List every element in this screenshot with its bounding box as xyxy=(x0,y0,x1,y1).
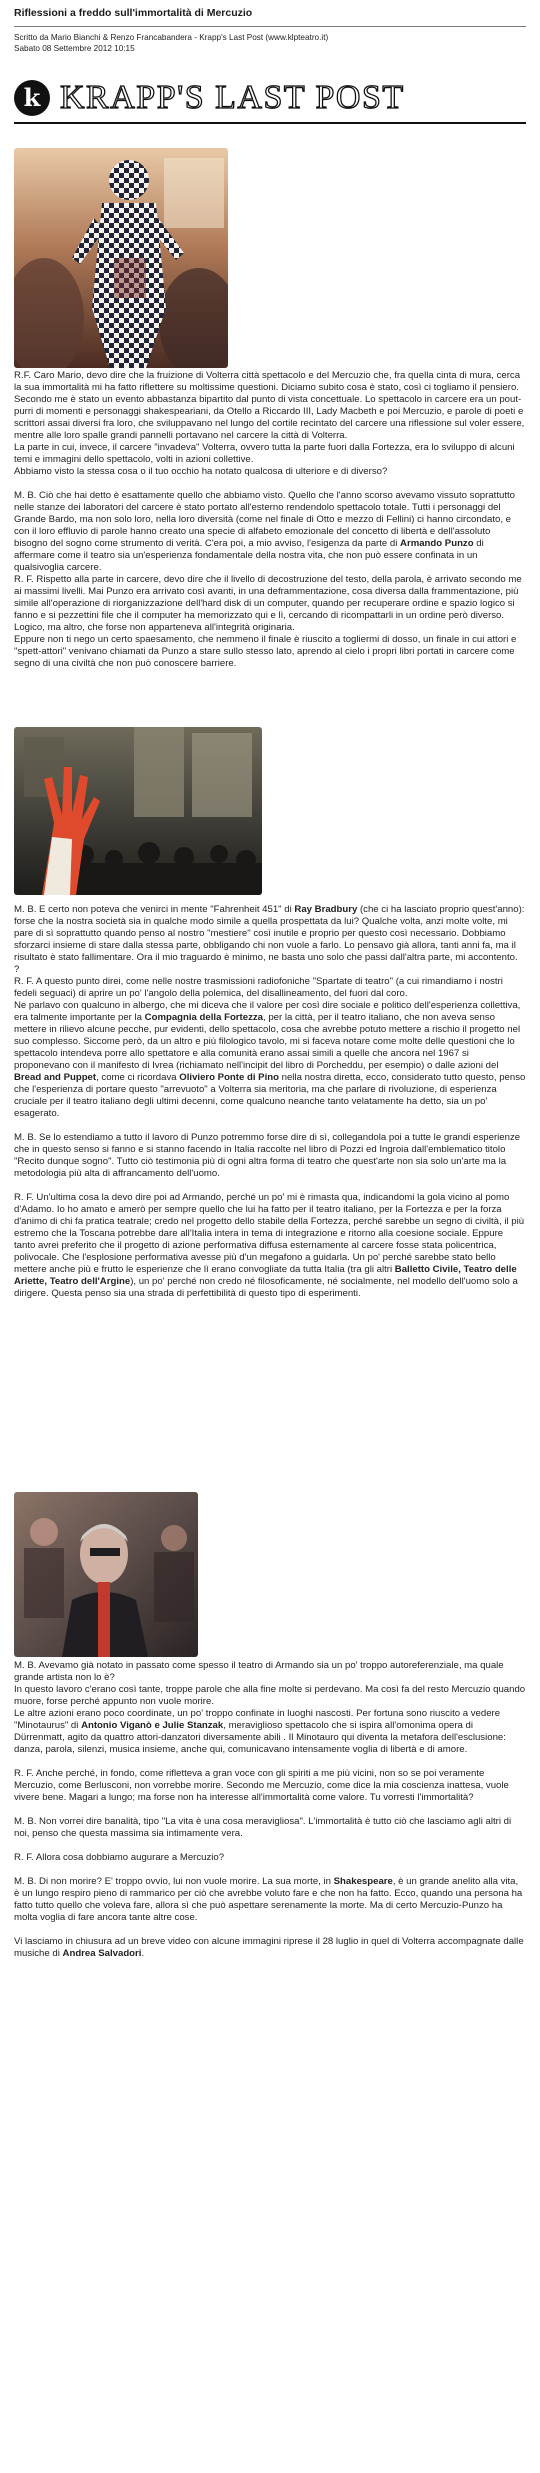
paragraph: M. B. Ciò che hai detto è esattamente quello che abbiamo visto. Quello che l'anno scorso avevamo vissuto soprattutto nelle stanze dei laboratori del carcere è stato portato all'esterno rendendolo spettacolo totale. Tutti i personaggi del Grande Bardo, ma non solo loro, nella loro diversità (come nel finale di Otto e mezzo di Fellini) ci hanno circondato, e con il loro effluvio di parole hanno creato una specie di alfabeto emozionale del concetto di libertà e dell'assoluto bisogno del sogno come strumento di verità. C'era poi, a mio avviso, l'esigenza da parte di Armando Punzo di affermare come il teatro sia un'esperienza fondamentale della nostra vita, che non può essere confinata in un qualsivoglia carcere. xyxy=(14,490,515,573)
article-header xyxy=(14,4,526,54)
paragraph: Secondo me è stato un evento abbastanza bipartito dal punto di vista concettuale. Lo spettacolo in carcere era un pout-purri di momenti e personaggi shakespeariani, da Otello a Riccardo III, Lady Macbeth e poi Mercuzio, e parole di poeti e scrittori assai diversi fra loro, che sviluppavano nel lungo del cortile recintato del carcere una riflessione sul voler essere, mentre alle loro spalle grandi pannelli portavano nel carcere la città di Volterra. xyxy=(14,394,525,441)
paragraph: Le altre azioni erano poco coordinate, un po' troppo confinate in luoghi nascosti. Per fortuna sono riuscito a vedere "Minotaurus" di Antonio Viganò e Julie Stanzak, meraviglioso spettacolo che si ispira all'omonima opera di Dürrenmatt, agito da quattro attori-danzatori diversamente abili . Il Minotauro qui diventa la metafora dell'esclusione: danza, parola, silenzi, musica insieme, anche qui, comunicavano intensamente voglia di libertà e di amore. xyxy=(14,1708,506,1755)
paragraph: In questo lavoro c'erano così tante, troppe parole che alla fine molte si perdevano. Ma così fa del resto Mercuzio quando muore, forse perché appunto non vuole morire. xyxy=(14,1684,526,1707)
section-2-text xyxy=(14,904,526,1300)
person-name: Andrea Salvadori xyxy=(62,1948,142,1959)
article-authors: Scritto da Mario Bianchi & Renzo Francabandera - Krapp's Last Post (www.klpteatro.it) xyxy=(14,33,329,42)
company-name: Compagnia della Fortezza xyxy=(144,1012,263,1023)
section-3-text xyxy=(14,1660,526,1960)
paragraph: R. F. Un'ultima cosa la devo dire poi ad Armando, perché un po' mi è rimasta qua, indicandomi la gola vicino al pomo d'Adamo. Io ho amato e amerò per sempre quello che lui ha fatto per il teatro italiano, per la Fortezza e per la forza d'animo di chi fa pratica teatrale; credo nel progetto dello stabile della Fortezza, perché sarebbe un segno di civiltà, il più estremo che la Toscana potrebbe dare all'Italia intera in tema di integrazione e ritorno alla coesione sociale. Eppure tanto avrei preferito che il progetto di azione performativa diffusa esternamente al carcere fosse stata policentrica, polivocale. Che l'esplosione performativa avesse più d'un megafono a guidarla. Un po' perché sarebbe stato bello mettere anche più e frutto le esperienze che lì erano convogliate da tutta Italia (tra gli altri Balletto Civile, Teatro delle Ariette, Teatro dell'Argine), un po' perché non credo né filosoficamente, né socialmente, nel modello dell'uomo solo a dirigere. Questa penso sia una strada di perfettibilità di questo tipo di esperimenti. xyxy=(14,1192,525,1299)
company-name: Bread and Puppet xyxy=(14,1072,97,1083)
person-name: Ray Bradbury xyxy=(294,904,358,915)
paragraph: Vi lasciamo in chiusura ad un breve video con alcune immagini riprese il 28 luglio in quel di Volterra accompagnate dalle musiche di Andrea Salvadori. xyxy=(14,1936,524,1959)
photo-red-hand-crowd xyxy=(14,727,262,895)
paragraph: ? xyxy=(14,964,20,975)
person-name: Shakespeare xyxy=(333,1876,393,1887)
article-title: Riflessioni a freddo sull'immortalità di Mercuzio xyxy=(14,7,253,19)
paragraph: M. B. Di non morire? E' troppo ovvio, lui non vuole morire. La sua morte, in Shakespeare, è un grande anelito alla vita, è un lungo respiro pieno di rammarico per ciò che avrebbe voluto fare e che non ha fatto. Ecco, quando una persona ha fatto tutto quello che voleva fare, allora sì che può aspettare serenamente la morte. Ma di certo Mercuzio-Punzo ha molta voglia di fare ancora tante altre cose. xyxy=(14,1876,523,1923)
paragraph: Ne parlavo con qualcuno in albergo, che mi diceva che il valore per così dire sociale e politico dell'esperienza collettiva, era talmente importante per la Compagnia della Fortezza, per la città, per il teatro italiano, che non aveva senso mettere in rilievo alcune pecche, pur evidenti, dello spettacolo, cosa che avrebbe potuto mettere a rischio il progetto nel suo complesso. Siccome però, da un altro e più filologico tavolo, mi si faceva notare come molte delle questioni che lo spettacolo intendeva porre allo spettatore e alla comunità erano assai simili a quelle che ancora nel 1967 si proponevano con il manifesto di Ivrea (richiamato nell'incipit del libro di Porcheddu, per esempio) o dalle azioni del Bread and Puppet, come ci ricordava Oliviero Ponte di Pino nella nostra diretta, ecco, considerato tutto questo, penso che l'esperienza di portare questo "arrevuoto" a Volterra sia meritoria, ma che parlare di rivoluzione, di esperienza cruciale per il teatro italiano degli ultimi decenni, come qualcuno neanche tanto velatamente ha detto, sia un po' esagerato. xyxy=(14,1000,526,1119)
paragraph: R.F. Caro Mario, devo dire che la fruizione di Volterra città spettacolo e del Mercuzio che, fra quella cinta di mura, cerca la sua immortalità mi ha fatto riflettere su moltissime questioni. Diciamo subito cosa è stato, così ci togliamo il pensiero. xyxy=(14,370,521,393)
krapp-logo-icon: k xyxy=(14,80,50,116)
paragraph: M. B. Avevamo già notato in passato come spesso il teatro di Armando sia un po' troppo autoreferenziale, ma quale grande artista non lo è? xyxy=(14,1660,504,1683)
header-divider xyxy=(14,26,526,27)
paragraph: La parte in cui, invece, il carcere "invadeva" Volterra, ovvero tutta la parte fuori dalla Fortezza, era lo sviluppo di alcuni temi e immagini dello spettacolo, volti in azioni collettive. xyxy=(14,442,515,465)
person-name: Oliviero Ponte di Pino xyxy=(179,1072,279,1083)
paragraph: Abbiamo visto la stessa cosa o il tuo occhio ha notato qualcosa di ulteriore e di diverso? xyxy=(14,466,388,477)
paragraph: M. B. Non vorrei dire banalità, tipo "La vita è una cosa meravigliosa". L'immortalità è tutto ciò che lasciamo agli altri di noi, penso che questa massima sia intimamente vera. xyxy=(14,1816,512,1839)
paragraph: R. F. Rispetto alla parte in carcere, devo dire che il livello di decostruzione del testo, della parola, è arrivato secondo me ai massimi livelli. Mai Punzo era arrivato così avanti, in una deframmentazione, cosa diversa dalla frammentazione, più simile all'operazione di riorganizzazione dell'hard disk di un computer, quando per recuperare ordine e spazio logico si fanno e si pezzettini file che il computer ha memorizzato qui e lì, cercando di ricompattarli in un ordine però diverso. Logico, ma altro, che forse non apparteneva all'integrità originaria. xyxy=(14,574,522,633)
paragraph: R. F. Anche perché, in fondo, come rifletteva a gran voce con gli spiriti a me più vicini, non so se poi veramente Mercuzio, come Berlusconi, non vorrebbe morire. Secondo me Mercuzio, come dice la mia coscienza inattesa, vuole vivere bene. Magari a lungo; ma forse non ha interesse all'immortalità come valore. Tu vorresti l'immortalità? xyxy=(14,1768,509,1803)
paragraph: M. B. E certo non poteva che venirci in mente "Fahrenheit 451" di Ray Bradbury (che ci ha lasciato proprio quest'anno): forse che la nostra società sia in qualche modo simile a quella prospettata da lui? Qualche volta, anzi molte volte, mi pare di sì soprattutto quando penso al nostro "mestiere" così inutile e proprio per questo così necessario. Dobbiamo sforzarci insieme di stare dalla stessa parte, obbligando chi non vuole a farlo. Lo pensavo già allora, tanti anni fa, ma il risultato è stato fallimentare. Ora il mio traguardo è minimo, ne basta uno solo che passi dall'altra parte, mi accontento. xyxy=(14,904,525,963)
photo-masked-performer-image xyxy=(14,148,228,368)
masthead-title: KRAPP'S LAST POST xyxy=(60,79,405,116)
masthead xyxy=(14,76,526,126)
paragraph: R. F. A questo punto direi, come nelle nostre trasmissioni radiofoniche "Spartate di teatro" (a cui rimandiamo i nostri fedeli seguaci) di aprire un po' l'angolo della polemica, del disallineamento, del fuori dal coro. xyxy=(14,976,503,999)
photo-masked-performer xyxy=(14,148,228,368)
paragraph: M. B. Se lo estendiamo a tutto il lavoro di Punzo potremmo forse dire di sì, collegandola poi a tutte le grandi esperienze che in questo senso si fanno e si stanno facendo in Italia raccolte nel libro di Pozzi ed Ingroia dall'emblematico titolo "Recito dunque sogno". Tutto ciò testimonia più di ogni altra forma di teatro che quest'arte non sia solo un'arte ma la metodologia più alta di affrancamento dell'uomo. xyxy=(14,1132,521,1179)
section-1-text xyxy=(14,370,526,670)
photo-armando-punzo xyxy=(14,1492,198,1657)
article-date: Sabato 08 Settembre 2012 10:15 xyxy=(14,43,135,53)
company-name: Balletto Civile, Teatro delle Ariette, Teatro dell'Argine xyxy=(14,1264,517,1287)
masthead-divider xyxy=(14,122,526,124)
paragraph: Eppure non ti nego un certo spaesamento, che nemmeno il finale è riuscito a togliermi di dosso, un finale in cui attori e "spett-attori" venivano chiamati da Punzo a stare sullo stesso lato, aprendo al cielo i propri libri portati in carcere come segno di una civiltà che non può conoscere barriere. xyxy=(14,634,517,669)
person-name: Armando Punzo xyxy=(400,538,474,549)
person-name: Antonio Viganò e Julie Stanzak xyxy=(81,1720,224,1731)
photo-red-hand-crowd-image xyxy=(14,727,262,895)
paragraph: R. F. Allora cosa dobbiamo augurare a Mercuzio? xyxy=(14,1852,225,1863)
photo-armando-punzo-image xyxy=(14,1492,198,1657)
